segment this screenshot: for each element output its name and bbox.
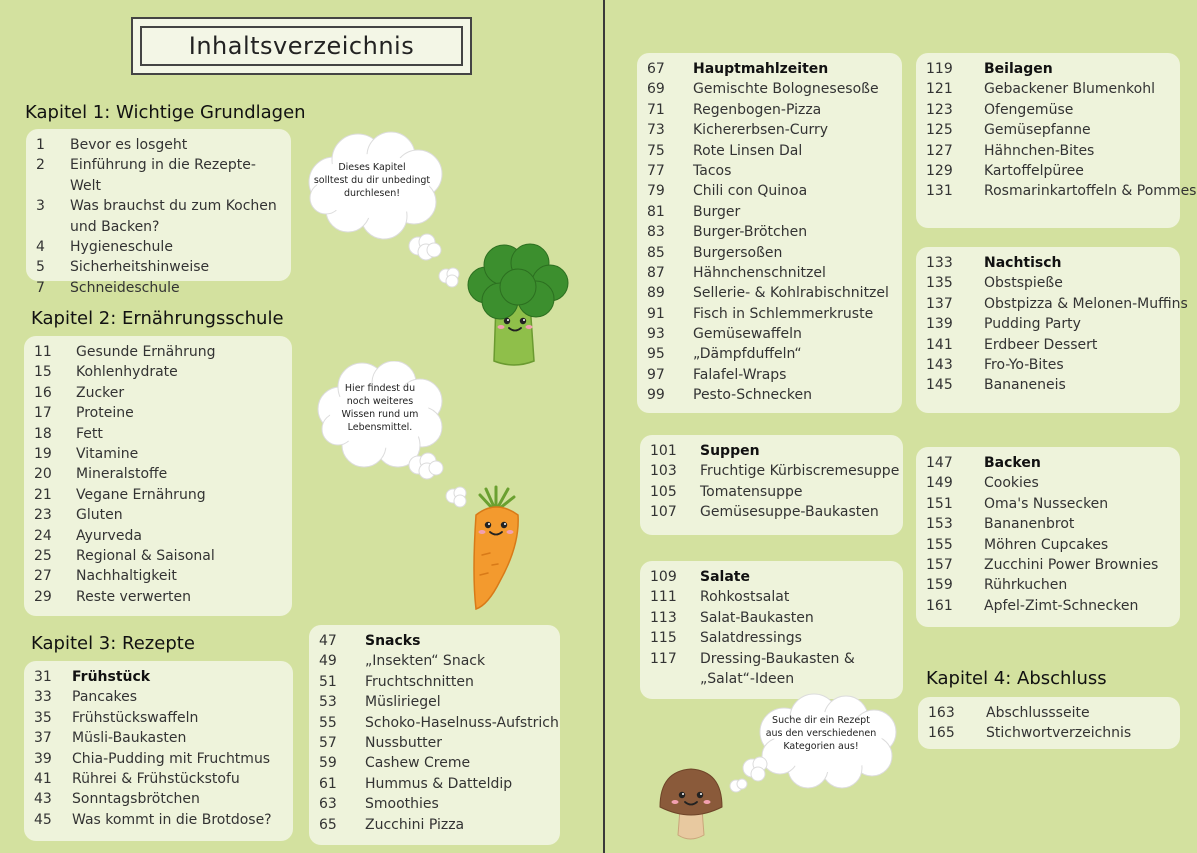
toc-entry	[34, 485, 284, 505]
toc-entry-title: Salate	[700, 569, 750, 585]
toc-entry	[34, 587, 284, 607]
toc-entry	[647, 59, 894, 79]
toc-entry-title: Smoothies	[365, 796, 439, 813]
toc-entry-title: Bananeneis	[984, 377, 1066, 394]
toc-page-number: 145	[926, 377, 953, 394]
toc-entry	[36, 155, 283, 196]
toc-entry-title: Ayurveda	[76, 527, 142, 544]
toc-page-number: 31	[34, 669, 52, 685]
toc-entry-title: Snacks	[365, 633, 421, 649]
toc-entry-title: Hygieneschule	[70, 239, 173, 256]
toc-page-number: 85	[647, 244, 665, 261]
section-nachtisch	[916, 247, 1188, 413]
toc-page-number: 41	[34, 770, 52, 787]
toc-page-number: 39	[34, 750, 52, 767]
toc-entry-title: Tacos	[693, 162, 732, 179]
toc-page-number: 57	[319, 734, 337, 751]
page-divider	[603, 0, 605, 853]
toc-entry-title: Kartoffelpüree	[984, 162, 1084, 179]
toc-page-number: 73	[647, 122, 665, 139]
toc-entry	[36, 237, 283, 257]
toc-entry	[319, 631, 552, 651]
toc-entry-title: Backen	[984, 455, 1041, 471]
toc-page-number: 67	[647, 61, 665, 77]
toc-entry-title: Schoko-Haselnuss-Aufstrich	[365, 714, 559, 731]
toc-page-number: 47	[319, 633, 337, 649]
toc-page-number: 25	[34, 547, 52, 564]
toc-entry-title: Schneideschule	[70, 279, 180, 296]
toc-entry-title: Müsliriegel	[365, 694, 441, 711]
toc-page-number: 117	[650, 650, 677, 667]
toc-entry	[650, 441, 895, 461]
toc-entry	[650, 502, 895, 522]
toc-entry-title: Fisch in Schlemmerkruste	[693, 305, 874, 322]
toc-page-number: 17	[34, 405, 52, 422]
toc-entry-title: Burger-Brötchen	[693, 224, 808, 241]
toc-entry	[647, 365, 894, 385]
toc-page-number: 16	[34, 384, 52, 401]
toc-entry-title: Fruchtige Kürbiscremesuppe	[700, 463, 900, 480]
toc-page-number: 79	[647, 183, 665, 200]
toc-entry-title: Rosmarinkartoffeln & Pommes	[984, 183, 1197, 200]
toc-entry	[319, 815, 552, 835]
toc-entry-title: Rührei & Frühstückstofu	[72, 770, 240, 787]
toc-page-number: 159	[926, 577, 953, 594]
toc-entry	[926, 494, 1172, 514]
toc-page-number: 77	[647, 162, 665, 179]
toc-entry	[928, 723, 1172, 743]
toc-page-number: 3	[36, 198, 45, 215]
toc-entry	[926, 355, 1172, 375]
toc-entry	[34, 403, 284, 423]
toc-entry	[650, 649, 895, 690]
toc-page-number: 45	[34, 811, 52, 828]
toc-entry	[926, 555, 1172, 575]
toc-page-number: 49	[319, 653, 337, 670]
toc-entry-title: Sicherheitshinweise	[70, 259, 210, 276]
toc-entry-title: Was kommt in die Brotdose?	[72, 811, 272, 828]
toc-page-number: 91	[647, 305, 665, 322]
toc-entry-title: Hummus & Datteldip	[365, 775, 513, 792]
toc-entry	[647, 344, 894, 364]
toc-entry-title: Fro-Yo-Bites	[984, 356, 1064, 373]
toc-entry-title: Mineralstoffe	[76, 466, 168, 483]
toc-entry-title: Bananenbrot	[984, 516, 1075, 533]
toc-page-number: 61	[319, 775, 337, 792]
toc-page-number: 131	[926, 183, 953, 200]
toc-entry	[34, 342, 284, 362]
broccoli-mascot-icon	[460, 243, 570, 368]
toc-entry	[319, 651, 552, 671]
toc-entry	[926, 473, 1172, 493]
toc-entry	[926, 375, 1172, 395]
toc-entry	[34, 789, 285, 809]
chapter-3-heading: Kapitel 3: Rezepte	[31, 633, 195, 654]
toc-entry-title: Cashew Creme	[365, 755, 471, 772]
toc-entry	[650, 587, 895, 607]
toc-page-number: 139	[926, 316, 953, 333]
toc-entry-title: Apfel-Zimt-Schnecken	[984, 597, 1139, 614]
toc-entry	[926, 596, 1172, 616]
toc-page-number: 127	[926, 142, 953, 159]
toc-entry-title: Pancakes	[72, 689, 138, 706]
section-grundlagen	[26, 129, 291, 296]
toc-entry-title: Nussbutter	[365, 734, 443, 751]
toc-entry-title: Was brauchst du zum Kochen und Backen?	[70, 198, 277, 235]
section-ernaehrung	[24, 336, 292, 616]
toc-entry-title: Vitamine	[76, 445, 139, 462]
toc-page-number: 135	[926, 275, 953, 292]
toc-page-number: 15	[34, 364, 52, 381]
toc-entry	[36, 196, 283, 237]
section-salate	[640, 561, 903, 699]
toc-entry-title: Burger	[693, 203, 741, 220]
section-fruehstueck	[24, 661, 293, 841]
chapter-2-heading: Kapitel 2: Ernährungsschule	[31, 308, 284, 329]
toc-entry	[34, 667, 285, 687]
toc-entry	[926, 120, 1172, 140]
toc-title-box	[131, 17, 472, 75]
toc-entry	[319, 774, 552, 794]
toc-entry	[647, 202, 894, 222]
toc-entry	[926, 161, 1172, 181]
toc-page-number: 65	[319, 816, 337, 833]
toc-page-number: 20	[34, 466, 52, 483]
toc-entry	[650, 608, 895, 628]
toc-entry-title: Nachtisch	[984, 255, 1062, 271]
toc-page-number: 111	[650, 589, 677, 606]
toc-page-number: 21	[34, 486, 52, 503]
toc-page-number: 149	[926, 475, 953, 492]
toc-entry-title: Cookies	[984, 475, 1039, 492]
toc-page-number: 119	[926, 61, 953, 77]
toc-entry	[36, 278, 283, 298]
toc-entry-title: Reste verwerten	[76, 588, 192, 605]
toc-entry-title: Salatdressings	[700, 630, 802, 647]
toc-entry	[926, 335, 1172, 355]
toc-entry	[647, 283, 894, 303]
toc-page-number: 97	[647, 366, 665, 383]
toc-page-number: 33	[34, 689, 52, 706]
toc-entry	[34, 464, 284, 484]
toc-entry-title: Dressing-Baukasten & „Salat“-Ideen	[700, 650, 855, 687]
toc-entry	[926, 100, 1172, 120]
toc-page-number: 165	[928, 725, 955, 742]
toc-entry-title: Sonntagsbrötchen	[72, 791, 200, 808]
toc-entry-title: Zucchini Pizza	[365, 816, 465, 833]
toc-page-number: 123	[926, 101, 953, 118]
toc-entry-title: Regenbogen-Pizza	[693, 101, 822, 118]
toc-page-number: 29	[34, 588, 52, 605]
toc-entry-title: Gemüsewaffeln	[693, 326, 802, 343]
toc-entry-title: Zucker	[76, 384, 125, 401]
toc-entry	[36, 135, 283, 155]
toc-entry	[647, 141, 894, 161]
toc-entry-title: Burgersoßen	[693, 244, 783, 261]
section-beilagen	[916, 53, 1197, 228]
toc-entry	[34, 444, 284, 464]
toc-entry-title: Falafel-Wraps	[693, 366, 787, 383]
toc-entry-title: Ofengemüse	[984, 101, 1074, 118]
toc-entry	[926, 453, 1172, 473]
toc-entry	[928, 703, 1172, 723]
toc-page-number: 163	[928, 705, 955, 721]
toc-entry	[647, 181, 894, 201]
toc-entry	[926, 575, 1172, 595]
toc-page-number: 105	[650, 483, 677, 500]
toc-entry	[926, 294, 1188, 314]
bubble-text-carrot: Hier findest du noch weiteres Wissen rund um Lebensmittel.	[341, 383, 419, 433]
toc-entry-title: Regional & Saisonal	[76, 547, 215, 564]
toc-page-number: 103	[650, 463, 677, 480]
bubble-text-broccoli: Dieses Kapitel solltest du dir unbedingt durchlesen!	[313, 162, 431, 199]
section-abschluss	[918, 697, 1180, 749]
toc-entry	[650, 567, 895, 587]
toc-page-number: 141	[926, 336, 953, 353]
toc-entry	[34, 505, 284, 525]
toc-entry-title: Pesto-Schnecken	[693, 387, 812, 404]
toc-entry	[34, 708, 285, 728]
toc-page-number: 81	[647, 203, 665, 220]
toc-page-number: 129	[926, 162, 953, 179]
toc-entry-title: Erdbeer Dessert	[984, 336, 1098, 353]
toc-entry	[319, 753, 552, 773]
toc-page-number: 101	[650, 443, 677, 459]
toc-entry-title: Rohkostsalat	[700, 589, 790, 606]
toc-entry	[650, 461, 900, 481]
toc-page-number: 83	[647, 224, 665, 241]
toc-entry-title: Kichererbsen-Curry	[693, 122, 828, 139]
toc-page-number: 27	[34, 568, 52, 585]
toc-page-number: 23	[34, 507, 52, 524]
toc-entry-title: Oma's Nussecken	[984, 495, 1109, 512]
toc-page-number: 153	[926, 516, 953, 533]
toc-entry	[34, 810, 285, 830]
toc-entry	[319, 794, 552, 814]
toc-entry	[647, 263, 894, 283]
chapter-4-heading: Kapitel 4: Abschluss	[926, 668, 1107, 689]
toc-entry-title: Stichwortverzeichnis	[986, 725, 1132, 742]
toc-entry	[926, 59, 1172, 79]
toc-entry	[34, 769, 285, 789]
toc-entry-title: Hähnchen-Bites	[984, 142, 1095, 159]
toc-entry-title: Beilagen	[984, 61, 1053, 77]
toc-page-number: 18	[34, 425, 52, 442]
section-backen	[916, 447, 1180, 627]
toc-entry-title: Pudding Party	[984, 316, 1081, 333]
toc-page-number: 109	[650, 569, 677, 585]
toc-entry-title: Abschlussseite	[986, 705, 1090, 721]
toc-entry	[319, 672, 552, 692]
toc-entry-title: Rührkuchen	[984, 577, 1068, 594]
toc-entry	[34, 383, 284, 403]
toc-entry-title: Einführung in die Rezepte-Welt	[70, 157, 256, 194]
toc-entry	[647, 79, 894, 99]
toc-entry-title: „Insekten“ Snack	[365, 653, 486, 670]
toc-page-number: 55	[319, 714, 337, 731]
toc-page-number: 95	[647, 346, 665, 363]
toc-entry	[647, 120, 894, 140]
mushroom-mascot-icon	[656, 765, 726, 845]
toc-entry-title: Zucchini Power Brownies	[984, 556, 1159, 573]
toc-entry	[319, 733, 552, 753]
toc-entry-title: Suppen	[700, 443, 760, 459]
toc-entry-title: Fruchtschnitten	[365, 673, 474, 690]
toc-page-number: 161	[926, 597, 953, 614]
section-snacks	[309, 625, 560, 845]
toc-entry-title: Gemüsepfanne	[984, 122, 1091, 139]
toc-entry	[34, 424, 284, 444]
toc-entry	[926, 141, 1172, 161]
toc-entry-title: Frühstückswaffeln	[72, 709, 199, 726]
toc-page-number: 11	[34, 344, 52, 360]
toc-page-number: 113	[650, 609, 677, 626]
toc-entry-title: Gluten	[76, 507, 123, 524]
toc-entry-title: Hähnchenschnitzel	[693, 264, 826, 281]
toc-page-number: 99	[647, 387, 665, 404]
toc-entry	[926, 514, 1172, 534]
toc-entry-title: Müsli-Baukasten	[72, 730, 187, 747]
toc-entry	[647, 222, 894, 242]
toc-entry-title: Möhren Cupcakes	[984, 536, 1109, 553]
toc-page-number: 157	[926, 556, 953, 573]
toc-entry	[926, 535, 1172, 555]
toc-entry-title: Gemüsesuppe-Baukasten	[700, 504, 879, 521]
toc-entry	[926, 181, 1197, 201]
toc-page-number: 147	[926, 455, 953, 471]
toc-page-number: 43	[34, 791, 52, 808]
toc-page-number: 69	[647, 81, 665, 98]
toc-entry	[926, 79, 1172, 99]
toc-page-number: 107	[650, 504, 677, 521]
toc-page-number: 143	[926, 356, 953, 373]
chapter-1-heading: Kapitel 1: Wichtige Grundlagen	[25, 102, 306, 123]
toc-page-number: 89	[647, 285, 665, 302]
toc-page-number: 5	[36, 259, 45, 276]
toc-page-number: 24	[34, 527, 52, 544]
toc-entry-title: Vegane Ernährung	[76, 486, 206, 503]
toc-entry	[650, 628, 895, 648]
toc-page-number: 151	[926, 495, 953, 512]
section-hauptmahlzeiten	[637, 53, 902, 413]
toc-page-number: 93	[647, 326, 665, 343]
toc-entry-title: Fett	[76, 425, 103, 442]
toc-page-number: 2	[36, 157, 45, 174]
toc-entry	[34, 728, 285, 748]
toc-entry	[647, 161, 894, 181]
toc-entry-title: Hauptmahlzeiten	[693, 61, 829, 77]
toc-entry	[319, 713, 559, 733]
toc-entry	[647, 100, 894, 120]
toc-entry-title: Rote Linsen Dal	[693, 142, 803, 159]
toc-entry	[34, 566, 284, 586]
toc-page-number: 75	[647, 142, 665, 159]
toc-entry	[319, 692, 552, 712]
toc-entry	[34, 749, 285, 769]
toc-entry	[34, 362, 284, 382]
toc-entry-title: Chili con Quinoa	[693, 183, 808, 200]
toc-entry	[650, 482, 895, 502]
toc-entry	[647, 324, 894, 344]
carrot-mascot-icon	[462, 485, 532, 615]
toc-page-number: 7	[36, 279, 45, 296]
toc-entry	[647, 243, 894, 263]
toc-page-number: 35	[34, 709, 52, 726]
toc-entry	[926, 253, 1172, 273]
section-suppen	[640, 435, 903, 535]
toc-page-number: 155	[926, 536, 953, 553]
toc-entry-title: Kohlenhydrate	[76, 364, 178, 381]
toc-entry-title: Nachhaltigkeit	[76, 568, 177, 585]
toc-entry-title: Tomatensuppe	[700, 483, 803, 500]
toc-entry-title: Frühstück	[72, 669, 151, 685]
toc-entry	[36, 257, 283, 277]
toc-page-number: 87	[647, 264, 665, 281]
toc-page-number: 115	[650, 630, 677, 647]
toc-page-number: 63	[319, 796, 337, 813]
toc-entry	[34, 546, 284, 566]
toc-page-number: 121	[926, 81, 953, 98]
toc-entry	[647, 385, 894, 405]
toc-page-number: 59	[319, 755, 337, 772]
toc-entry-title: „Dämpfduffeln“	[693, 346, 802, 363]
toc-entry-title: Gemischte Bolognesesoße	[693, 81, 879, 98]
toc-page-number: 137	[926, 295, 953, 312]
toc-page-number: 71	[647, 101, 665, 118]
toc-entry-title: Proteine	[76, 405, 134, 422]
toc-page-number: 37	[34, 730, 52, 747]
bubble-text-mushroom: Suche dir ein Rezept aus den verschiedenen Kategorien aus!	[765, 715, 877, 752]
toc-entry-title: Bevor es losgeht	[70, 137, 188, 153]
toc-entry	[926, 273, 1172, 293]
toc-page-number: 51	[319, 673, 337, 690]
toc-page-number: 125	[926, 122, 953, 139]
toc-page-number: 133	[926, 255, 953, 271]
toc-entry-title: Sellerie- & Kohlrabischnitzel	[693, 285, 889, 302]
thought-bubble-broccoli	[296, 124, 466, 299]
toc-entry	[34, 687, 285, 707]
toc-page-number: 4	[36, 239, 45, 256]
toc-entry-title: Gebackener Blumenkohl	[984, 81, 1155, 98]
toc-page-number: 53	[319, 694, 337, 711]
toc-entry	[34, 526, 284, 546]
toc-entry	[926, 314, 1172, 334]
toc-entry-title: Gesunde Ernährung	[76, 344, 216, 360]
toc-entry	[647, 304, 894, 324]
toc-entry-title: Obstpizza & Melonen-Muffins	[984, 295, 1188, 312]
toc-entry-title: Obstspieße	[984, 275, 1063, 292]
toc-page-number: 1	[36, 137, 45, 153]
page-title: Inhaltsverzeichnis	[140, 26, 463, 66]
toc-entry-title: Salat-Baukasten	[700, 609, 814, 626]
toc-page-number: 19	[34, 445, 52, 462]
toc-entry-title: Chia-Pudding mit Fruchtmus	[72, 750, 271, 767]
